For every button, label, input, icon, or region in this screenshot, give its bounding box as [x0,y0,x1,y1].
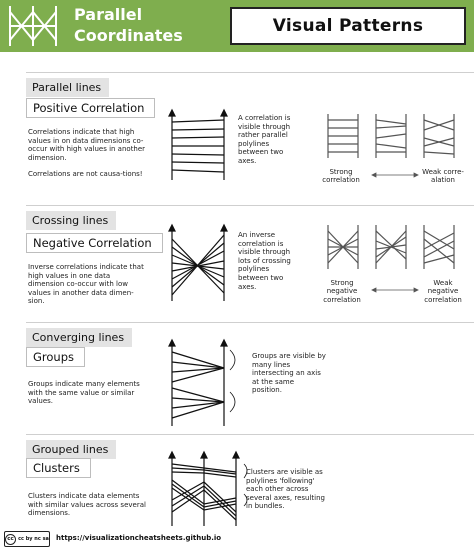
header-title-line1: Parallel [74,5,143,24]
weak-label: Weak negative correlation [424,279,462,304]
section-description [28,380,146,414]
groups-diagram [168,338,238,428]
section-subtag: Negative Correlation [26,233,163,253]
double-arrow-icon [372,287,418,293]
section-subtag: Positive Correlation [26,98,155,118]
header-title [74,4,183,46]
description-paragraph: Inverse correlations indicate that high values in one data dimension co-occur with low values in another data dimen-sion. [28,263,144,306]
section-tag: Parallel lines [26,78,109,97]
section-parallel-lines [26,76,474,202]
section-divider [26,322,474,323]
negative-correlation-diagram [168,223,228,303]
section-tag: Grouped lines [26,440,116,459]
parallel-coordinates-logo-icon [6,4,60,48]
page-title: Visual Patterns [230,7,466,45]
description-paragraph: Groups indicate many elements with the same value or similar values. [28,380,140,406]
section-divider [26,72,474,73]
section-note: An inverse correlation is visible through lots of crossing polylines between two axes. [238,231,291,291]
license-text: cc by nc sa [18,536,49,542]
section-note: Groups are visible by many lines intersecting an axis at the same position. [252,352,326,395]
section-divider [26,205,474,206]
section-description [28,263,146,314]
section-tag: Crossing lines [26,211,116,230]
section-note: A correlation is visible through rather parallel polylines between two axes. [238,114,291,165]
description-paragraph: Correlations indicate that high values in on data dimensions co-occur with high values in another dimension. [28,128,146,162]
section-description [28,128,146,187]
section-tag: Converging lines [26,328,132,347]
header-title-line2: Coordinates [74,26,183,45]
header-bar [0,0,474,52]
weak-label: Weak corre-alation [422,168,464,185]
footer [0,527,474,551]
section-divider [26,434,474,435]
cheatsheets-link[interactable]: https://visualizationcheatsheets.github.io [56,534,222,542]
description-paragraph: Correlations are not causa-tions! [28,170,143,179]
section-grouped-lines [26,438,474,526]
strong-label: Strong negative correlation [323,279,361,304]
strong-label: Strong correlation [322,168,360,185]
section-subtag: Groups [26,347,85,367]
section-crossing-lines [26,209,474,317]
clusters-diagram [168,450,258,526]
section-subtag: Clusters [26,458,91,478]
positive-correlation-diagram [168,110,228,182]
double-arrow-icon [372,172,418,178]
creative-commons-badge [4,531,50,547]
negative-correlation-examples [324,223,474,273]
section-description [28,492,146,526]
correlation-strength-examples [324,112,474,162]
cc-icon: cc [5,534,16,545]
section-note: Clusters are visible as polylines 'following' each other across several axes, resulting in bundles. [246,468,325,511]
description-paragraph: Clusters indicate data elements with similar values across several dimensions. [28,492,146,518]
section-converging-lines [26,326,474,432]
